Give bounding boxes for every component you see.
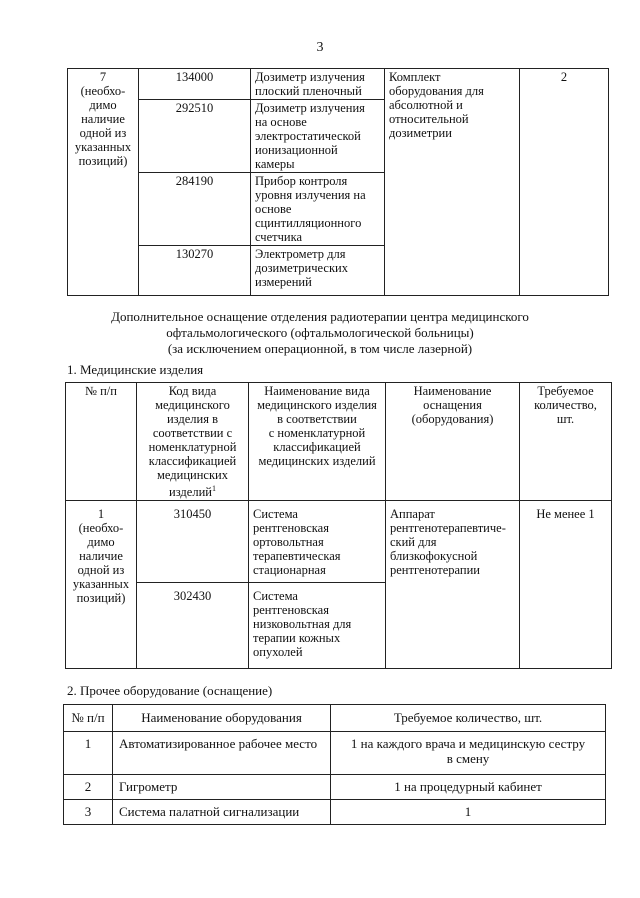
page-number: 3	[316, 40, 324, 55]
code-cell: 292510	[139, 100, 251, 173]
name-cell: Система рентгеновская низковольтная для терапии кожных опухолей	[249, 583, 386, 669]
row-name: Система палатной сигнализации	[113, 800, 331, 825]
row-quantity: 1 на каждого врача и медицинскую сестру в смену	[331, 732, 606, 775]
row-num: 3	[64, 800, 113, 825]
header-num: № п/п	[64, 705, 113, 732]
position-cell: 1 (необхо- димо наличие одной из указанных позиций)	[66, 501, 137, 669]
code-cell: 310450	[137, 501, 249, 583]
header-code-text: Код вида медицинского изделия в соответствии с номенклатурной классификацией медицинских изделий	[148, 384, 237, 500]
code-cell: 302430	[137, 583, 249, 669]
position-cell: 7 (необхо- димо наличие одной из указанных позиций)	[68, 69, 139, 296]
quantity-cell: 2	[520, 69, 609, 296]
row-name: Гигрометр	[113, 775, 331, 800]
header-name: Наименование оборудования	[113, 705, 331, 732]
code-cell: 284190	[139, 173, 251, 246]
footnote-marker: 1	[211, 484, 216, 493]
name-cell: Система рентгеновская ортовольтная терапевтическая стационарная	[249, 501, 386, 583]
section-2-title: 2. Прочее оборудование (оснащение)	[67, 683, 273, 698]
medical-devices-table	[65, 382, 612, 669]
section-heading-line2: офтальмологического (офтальмологической больницы)	[166, 325, 474, 340]
row-name: Автоматизированное рабочее место	[113, 732, 331, 775]
code-cell: 134000	[139, 69, 251, 100]
section-heading-line1: Дополнительное оснащение отделения радиотерапии центра медицинского	[111, 309, 529, 324]
row-quantity: 1	[331, 800, 606, 825]
header-quantity: Требуемое количество, шт.	[331, 705, 606, 732]
header-code	[137, 383, 249, 501]
header-name: Наименование вида медицинского изделия в соответствии с номенклатурной классификацией медицинских изделий	[249, 383, 386, 501]
section-1-title: 1. Медицинские изделия	[67, 362, 204, 377]
header-equipment: Наименование оснащения (оборудования)	[386, 383, 520, 501]
other-equipment-table	[63, 704, 606, 825]
name-cell: Дозиметр излучения плоский пленочный	[251, 69, 385, 100]
quantity-cell: Не менее 1	[520, 501, 612, 669]
dosimetry-table	[67, 68, 609, 296]
row-quantity: 1 на процедурный кабинет	[331, 775, 606, 800]
code-cell: 130270	[139, 246, 251, 296]
name-cell: Дозиметр излучения на основе электростатической ионизационной камеры	[251, 100, 385, 173]
row-num: 2	[64, 775, 113, 800]
equipment-cell: Аппарат рентгенотерапевтиче- ский для близкофокусной рентгенотерапии	[386, 501, 520, 669]
section-heading-line3: (за исключением операционной, в том числе лазерной)	[167, 341, 473, 356]
row-num: 1	[64, 732, 113, 775]
header-quantity: Требуемое количество, шт.	[520, 383, 612, 501]
name-cell: Прибор контроля уровня излучения на основе сцинтилляционного счетчика	[251, 173, 385, 246]
name-cell: Электрометр для дозиметрических измерений	[251, 246, 385, 296]
equipment-cell: Комплект оборудования для абсолютной и относительной дозиметрии	[385, 69, 520, 296]
header-num: № п/п	[66, 383, 137, 501]
